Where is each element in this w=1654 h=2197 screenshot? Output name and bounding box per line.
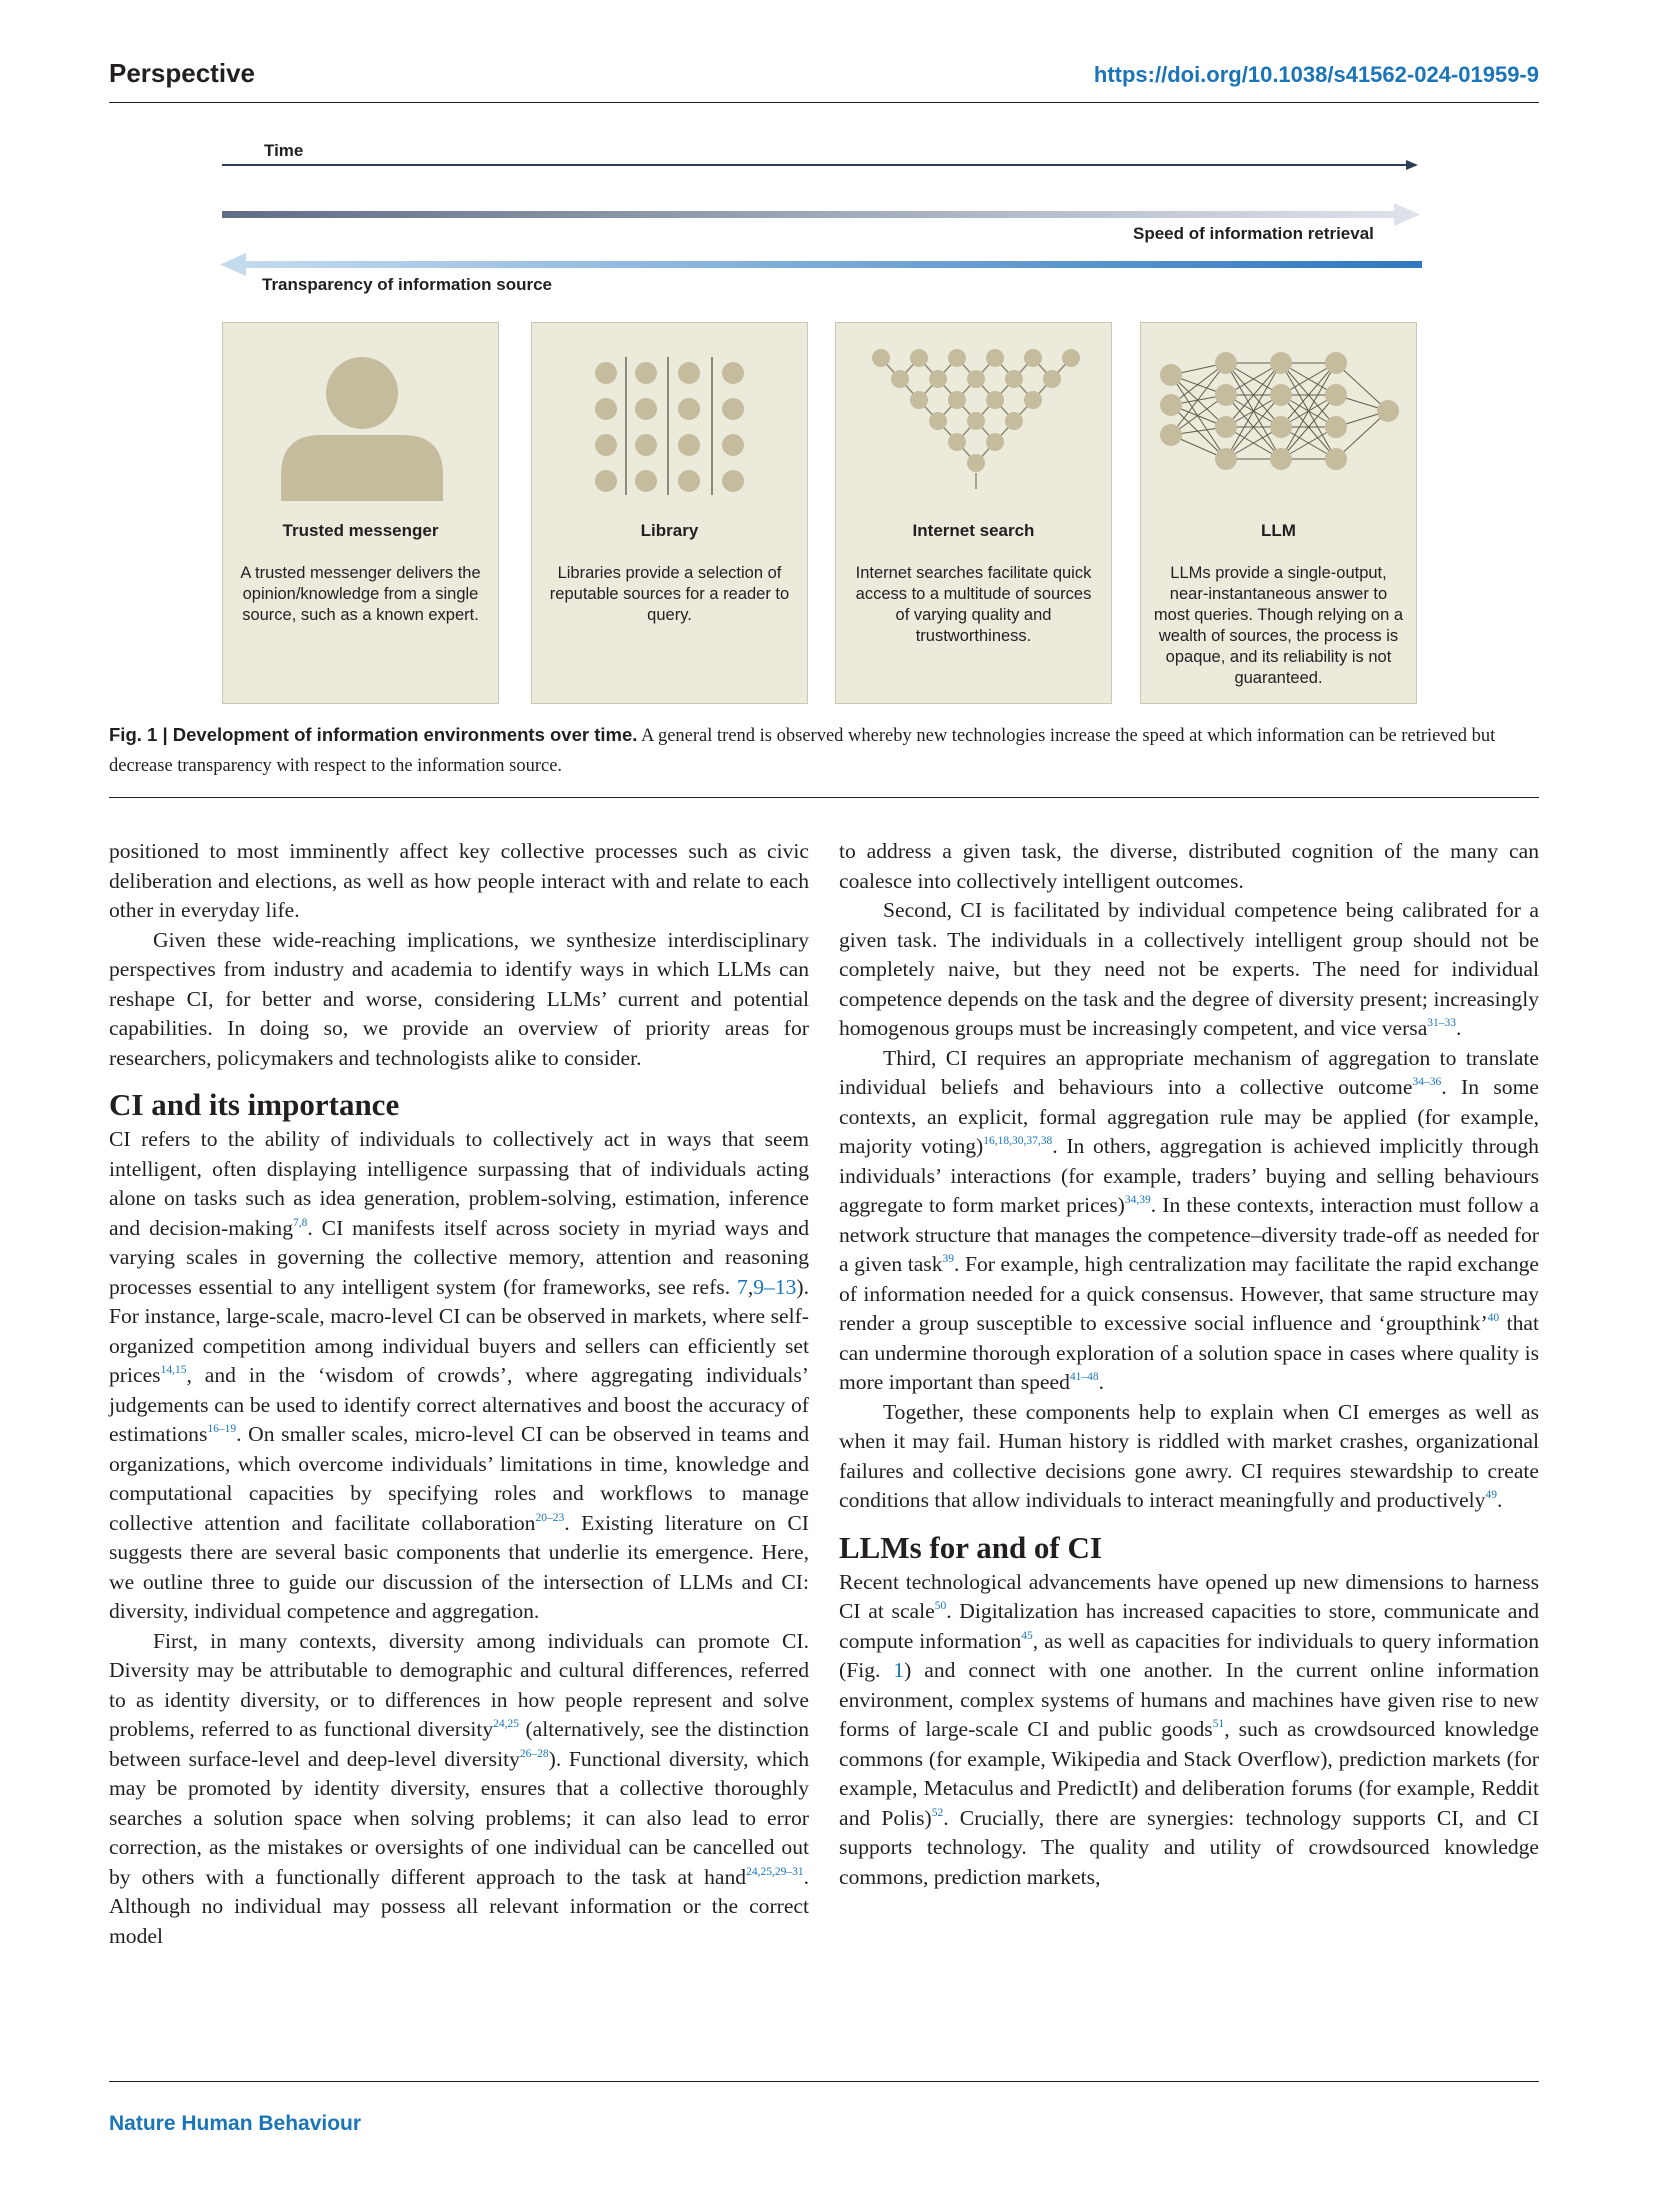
citation[interactable]: 34–36 (1412, 1076, 1442, 1088)
citation[interactable]: 52 (931, 1806, 944, 1819)
panel-title: Internet search (912, 521, 1035, 540)
figure-caption (109, 720, 1539, 781)
paragraph: positioned to most imminently affect key collective processes such as civic deliberation and elections, as well as how people interact with and relate to each other in everyday life. (109, 839, 809, 922)
citation[interactable]: 14,15 (160, 1364, 187, 1376)
footer-rule (109, 2081, 1539, 2082)
panel-description: LLMs provide a single-output, near-instantaneous answer to most queries. Though relying on a wealth of sources, the process is opaque, and its reliability is not guaranteed. (1153, 564, 1404, 687)
caption-title: Fig. 1 | Development of information environments over time. (109, 724, 638, 745)
citation[interactable]: 20–23 (535, 1511, 565, 1524)
header-rule (109, 102, 1539, 103)
citation[interactable]: 40 (1487, 1312, 1500, 1324)
citation[interactable]: 16,18,30,37,38 (983, 1135, 1053, 1147)
citation[interactable]: 50 (934, 1600, 947, 1612)
citation[interactable]: 49 (1485, 1489, 1497, 1501)
citation[interactable]: 24,25,29–31 (746, 1865, 804, 1878)
paragraph: Second, CI is facilitated by individual competence being calibrated for a given task. The individuals in a collectively intelligent group should not be completely naive, but they need not be experts. The need for individual competence depends on the task and the degree of diversity present; increasingly homogenous groups must be increasingly competent, and vice versa$^{31-33}$. (839, 898, 1539, 1040)
panel-description: Libraries provide a selection of reputable sources for a reader to query. (549, 564, 790, 624)
paragraph: Together, these components help to explain when CI emerges as well as when it may fail. Human history is riddled with market crashes, organizational failures and collective decisions gone awry. CI requires stewardship to create conditions that allow individuals to interact meaningfully and productively$^{49}$. (839, 1399, 1539, 1512)
paragraph: Recent technological advancements have opened up new dimensions to harness CI at scale$^{50}$. Digitalization has increased capacities to store, communicate and compute information$^{45}$, as well as capacities for individuals to query information (Fig. 1) and connect with one another. In the current online information environment, complex systems of humans and machines have given rise to new forms of large-scale CI and public goods$^{51}$, such as crowdsourced knowledge commons (for example, Wikipedia and Stack Overflow), prediction markets (for example, Metaculus and PredictIt) and deliberation forums (for example, Reddit and Polis)$^{52}$. Crucially, there are synergies: technology supports CI, and CI supports technology. The quality and utility of crowdsourced knowledge commons, prediction markets, (839, 1569, 1539, 1889)
paragraph: to address a given task, the diverse, distributed cognition of the many can coalesce into collectively intelligent outcomes. (839, 839, 1539, 893)
panel-description: Internet searches facilitate quick access to a multitude of sources of varying quality and trustworthiness. (855, 564, 1092, 645)
citation[interactable]: 7 (737, 1274, 748, 1299)
neural-network-icon (1141, 323, 1418, 523)
citation[interactable]: 45 (1021, 1629, 1033, 1642)
caption-text: A general trend is observed whereby new technologies increase the speed at which information can be retrieved but decrease transparency with respect to the information source. (109, 726, 1496, 776)
transparency-label: Transparency of information source (262, 275, 553, 294)
panel-title: LLM (1261, 521, 1296, 540)
citation[interactable]: 51 (1212, 1718, 1225, 1730)
doi-link[interactable]: https://doi.org/10.1038/s41562-024-01959-9 (1093, 62, 1539, 87)
time-label: Time (264, 141, 304, 160)
citation[interactable]: 31–33 (1427, 1017, 1457, 1029)
person-icon (223, 323, 500, 523)
citation[interactable]: 26–28 (519, 1747, 549, 1760)
time-arrow (218, 156, 1428, 176)
right-column (839, 837, 1539, 1892)
panel-title: Trusted messenger (282, 521, 439, 540)
paragraph: Third, CI requires an appropriate mechanism of aggregation to translate individual beliefs and behaviours into a collective outcome$^{34-36}$. In some contexts, an explicit, formal aggregation rule may be applied (for example, majority voting)$^{16,18,30,37,38}$. In others, aggregation is achieved implicitly through individuals’ interactions (for example, traders’ buying and selling behaviours aggregate to form market prices)$^{34,39}$. In these contexts, interaction must follow a network structure that manages the competence–diversity trade-off as needed for a given task$^{39}$. For example, high centralization may facilitate the rapid exchange of information needed for a quick consensus. However, that same structure may render a group susceptible to excessive social influence and ‘groupthink’$^{40}$ that can undermine thorough exploration of a solution space in cases where quality is more important than speed$^{41-48}$. (839, 1045, 1540, 1394)
paragraph: Given these wide-reaching implications, we synthesize interdisciplinary perspectives from industry and academia to identify ways in which LLMs can reshape CI, for better and worse, considering LLMs’ current and potential capabilities. In doing so, we provide an overview of priority areas for researchers, policymakers and technologists alike to consider. (109, 927, 809, 1070)
paragraph: CI refers to the ability of individuals to collectively act in ways that seem intelligent, often displaying intelligence surpassing that of individuals acting alone on tasks such as idea generation, problem-solving, estimation, inference and decision-making$^{7,8}$. CI manifests itself across society in myriad ways and varying scales in governing the collective memory, attention and reasoning processes essential to any intelligent system (for frameworks, see refs. 7,9–13). For instance, large-scale, macro-level CI can be observed in markets, where self-organized competition among individual buyers and sellers can efficiently set prices$^{14,15}$, and in the ‘wisdom of crowds’, where aggregating individuals’ judgements can be used to identify correct alternatives and boost the accuracy of estimations$^{16-19}$. On smaller scales, micro-level CI can be observed in teams and organizations, which overcome individuals’ limitations in time, knowledge and computational capacities by specifying roles and workflows to manage collective attention and facilitate collaboration$^{20-23}$. Existing literature on CI suggests there are several basic components that underlie its emergence. Here, we outline three to guide our discussion of the intersection of LLMs and CI: diversity, individual competence and aggregation. (109, 1127, 809, 1623)
figure-link[interactable]: 1 (893, 1658, 905, 1682)
citation[interactable]: 41–48 (1069, 1371, 1099, 1383)
citation[interactable]: 39 (942, 1253, 954, 1265)
citation[interactable]: 7,8 (293, 1216, 308, 1229)
panel-llm (1140, 322, 1417, 704)
section-heading: CI and its importance (109, 1087, 400, 1122)
citation[interactable]: 34,39 (1124, 1194, 1151, 1206)
library-dots-icon (532, 323, 809, 523)
funnel-network-icon (836, 323, 1113, 523)
speed-label: Speed of information retrieval (1133, 224, 1374, 243)
panel-internet-search (835, 322, 1112, 704)
section-heading: LLMs for and of CI (839, 1529, 1102, 1565)
panel-trusted-messenger (222, 322, 499, 704)
journal-name: Nature Human Behaviour (109, 2112, 362, 2135)
paragraph: First, in many contexts, diversity among individuals can promote CI. Diversity may be attributable to demographic and cultural differences, referred to as identity diversity, or to differences in how people represent and solve problems, referred to as functional diversity$^{24,25}$ (alternatively, see the distinction between surface-level and deep-level diversity$^{26-28}$). Functional diversity, which may be promoted by identity diversity, ensures that a collective thoroughly searches a solution space when solving problems; it can also lead to error correction, as the mistakes or oversights of one individual can be cancelled out by others with a functionally different approach to the task at hand$^{24,25,29-31}$. Although no individual may possess all relevant information or the correct model (109, 1628, 809, 1948)
panel-description: A trusted messenger delivers the opinion/knowledge from a single source, such as a known expert. (240, 564, 481, 624)
section-label: Perspective (109, 58, 255, 88)
panel-library (531, 322, 808, 704)
citation[interactable]: 16–19 (207, 1423, 237, 1435)
figure-rule (109, 797, 1539, 798)
citation[interactable]: 24,25 (493, 1718, 520, 1730)
left-column (109, 837, 809, 1951)
panel-title: Library (640, 521, 699, 540)
citation[interactable]: 9–13 (753, 1274, 797, 1299)
